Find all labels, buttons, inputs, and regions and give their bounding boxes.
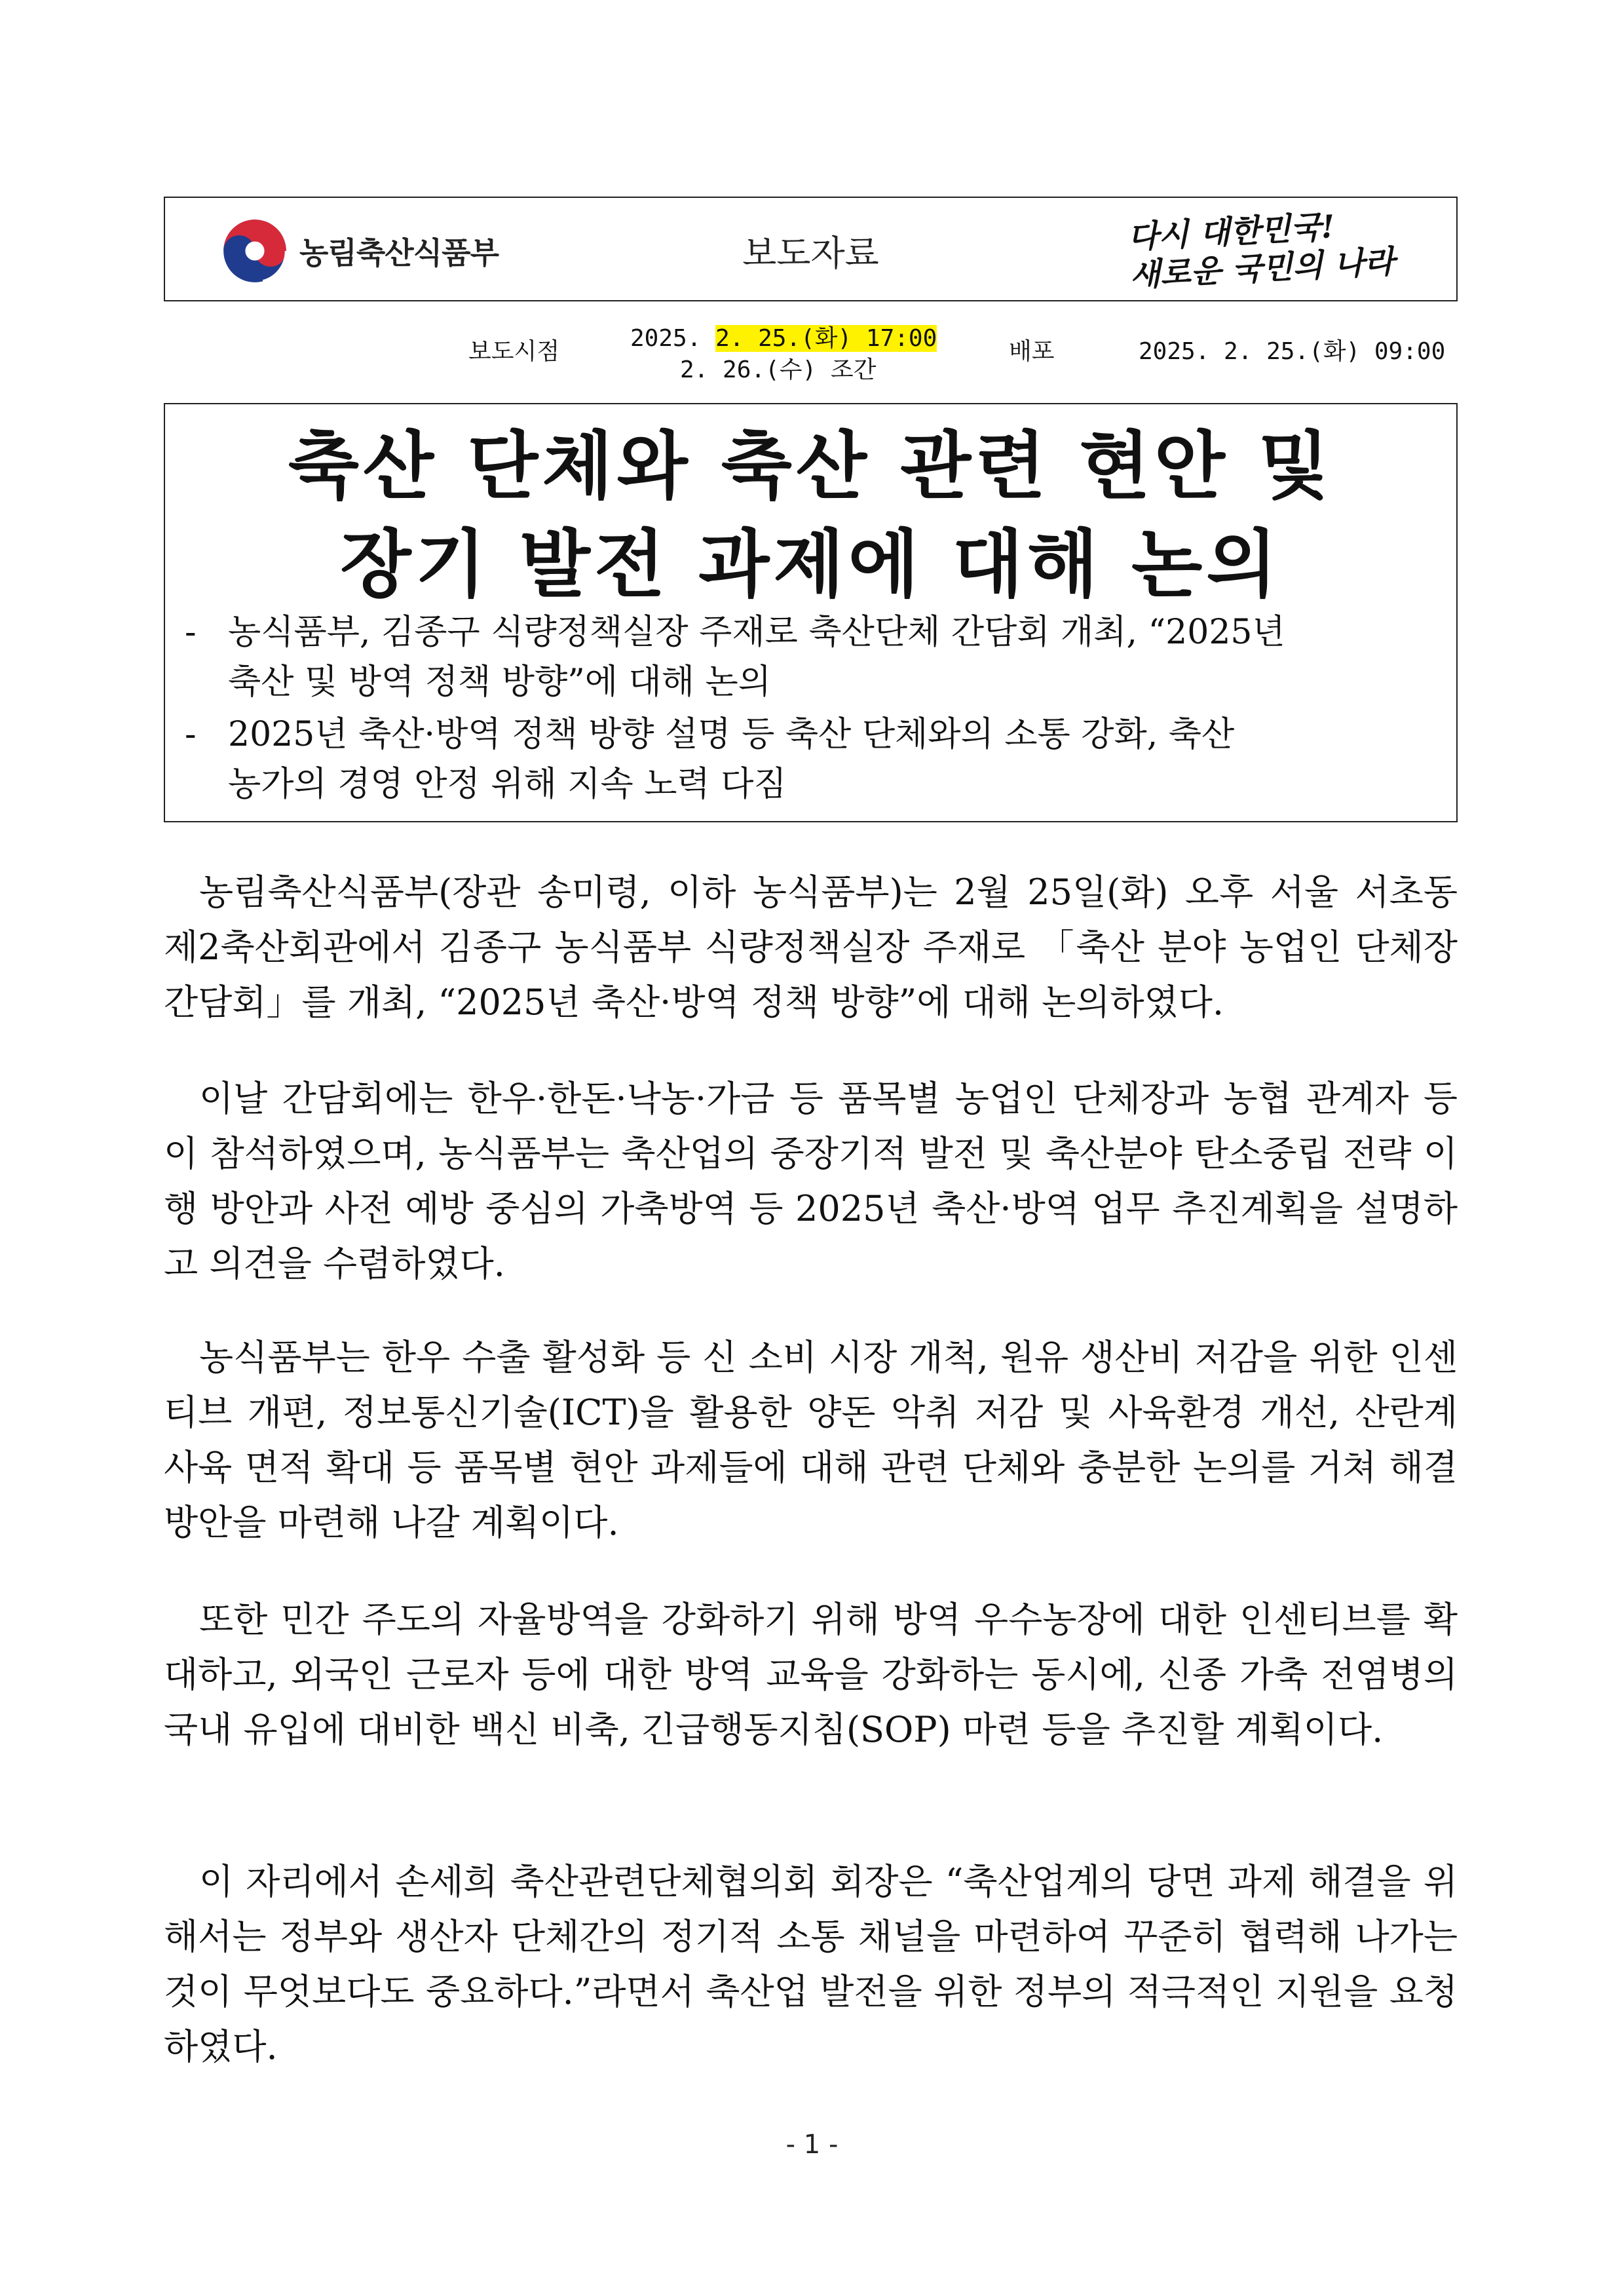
release-date-line1 [630,320,937,353]
slogan [1127,204,1418,295]
main-title-line-2: 장기 발전 과제에 대해 논의 [340,522,1281,607]
title-box [164,403,1458,822]
distribution-label: 배포 [1009,338,1055,365]
slogan-line-1: 다시 대한민국! [1127,208,1336,256]
main-title-line-1: 축산 단체와 축산 관련 현안 및 [288,424,1334,509]
subtitle-2-line-1: 2025년 축산·방역 정책 방향 설명 등 축산 단체와의 소통 강화, 축산 [228,715,1235,754]
release-label: 보도시점 [468,338,560,365]
distribution-date: 2025. 2. 25.(화) 09:00 [1139,338,1446,365]
bullet-dash: - [185,613,197,652]
release-highlight: 2. 25.(화) 17:00 [715,325,937,352]
subtitle-1 [185,607,1285,707]
subtitle-1-line-2: 축산 및 방역 정책 방향”에 대해 논의 [228,662,772,702]
header-box [164,197,1458,301]
body-paragraph-2: 이날 간담회에는 한우·한돈·낙농·가금 등 품목별 농업인 단체장과 농협 관계자 등이 참석하였으며, 농식품부는 축산업의 중장기적 발전 및 축산분야 탄소중립 전략 이행 방안과 사전 예방 중심의 가축방역 등 2025년 축산·방역 업무 추진계획을 설명하고 의견을 수렴하였다. [164,1078,1458,1284]
subtitle-2 [185,710,1234,809]
body-paragraph-3: 농식품부는 한우 수출 활성화 등 신 소비 시장 개척, 원유 생산비 저감을 위한 인센티브 개편, 정보통신기술(ICT)을 활용한 양돈 악취 저감 및 사육환경 개선, 산란계 사육 면적 확대 등 품목별 현안 과제들에 대해 관련 단체와 충분한 논의를 거쳐 해결 방안을 마련해 나갈 계획이다. [164,1337,1458,1543]
release-date-line2: 2. 26.(수) 조간 [680,356,877,383]
bullet-dash: - [185,715,197,754]
release-prefix: 2025. [630,325,702,352]
doc-type-label: 보도자료 [742,233,879,274]
main-title [165,417,1456,614]
slogan-line-2: 새로운 국민의 나라 [1129,243,1396,294]
body-paragraph-4: 또한 민간 주도의 자율방역을 강화하기 위해 방역 우수농장에 대한 인센티브를 확대하고, 외국인 근로자 등에 대한 방역 교육을 강화하는 동시에, 신종 가축 전염병의 국내 유입에 대비한 백신 비축, 긴급행동지침(SOP) 마련 등을 추진할 계획이다. [164,1599,1458,1750]
body-paragraph-5: 이 자리에서 손세희 축산관련단체협의회 회장은 “축산업계의 당면 과제 해결을 위해서는 정부와 생산자 단체간의 정기적 소통 채널을 마련하여 꾸준히 협력해 나가는 것이 무엇보다도 중요하다.”라면서 축산업 발전을 위한 정부의 적극적인 지원을 요청하였다. [164,1861,1458,2067]
body-paragraph-1: 농림축산식품부(장관 송미령, 이하 농식품부)는 2월 25일(화) 오후 서울 서초동 제2축산회관에서 김종구 농식품부 식량정책실장 주재로 「축산 분야 농업인 단체장 간담회」를 개최, “2025년 축산·방역 정책 방향”에 대해 논의하였다. [164,871,1458,1023]
page-number: - 1 - [785,2130,839,2160]
subtitle-1-line-1: 농식품부, 김종구 식량정책실장 주재로 축산단체 간담회 개최, “2025년 [228,613,1285,652]
subtitle-2-line-2: 농가의 경영 안정 위해 지속 노력 다짐 [228,765,787,804]
ministry-name: 농림축산식품부 [299,235,499,271]
